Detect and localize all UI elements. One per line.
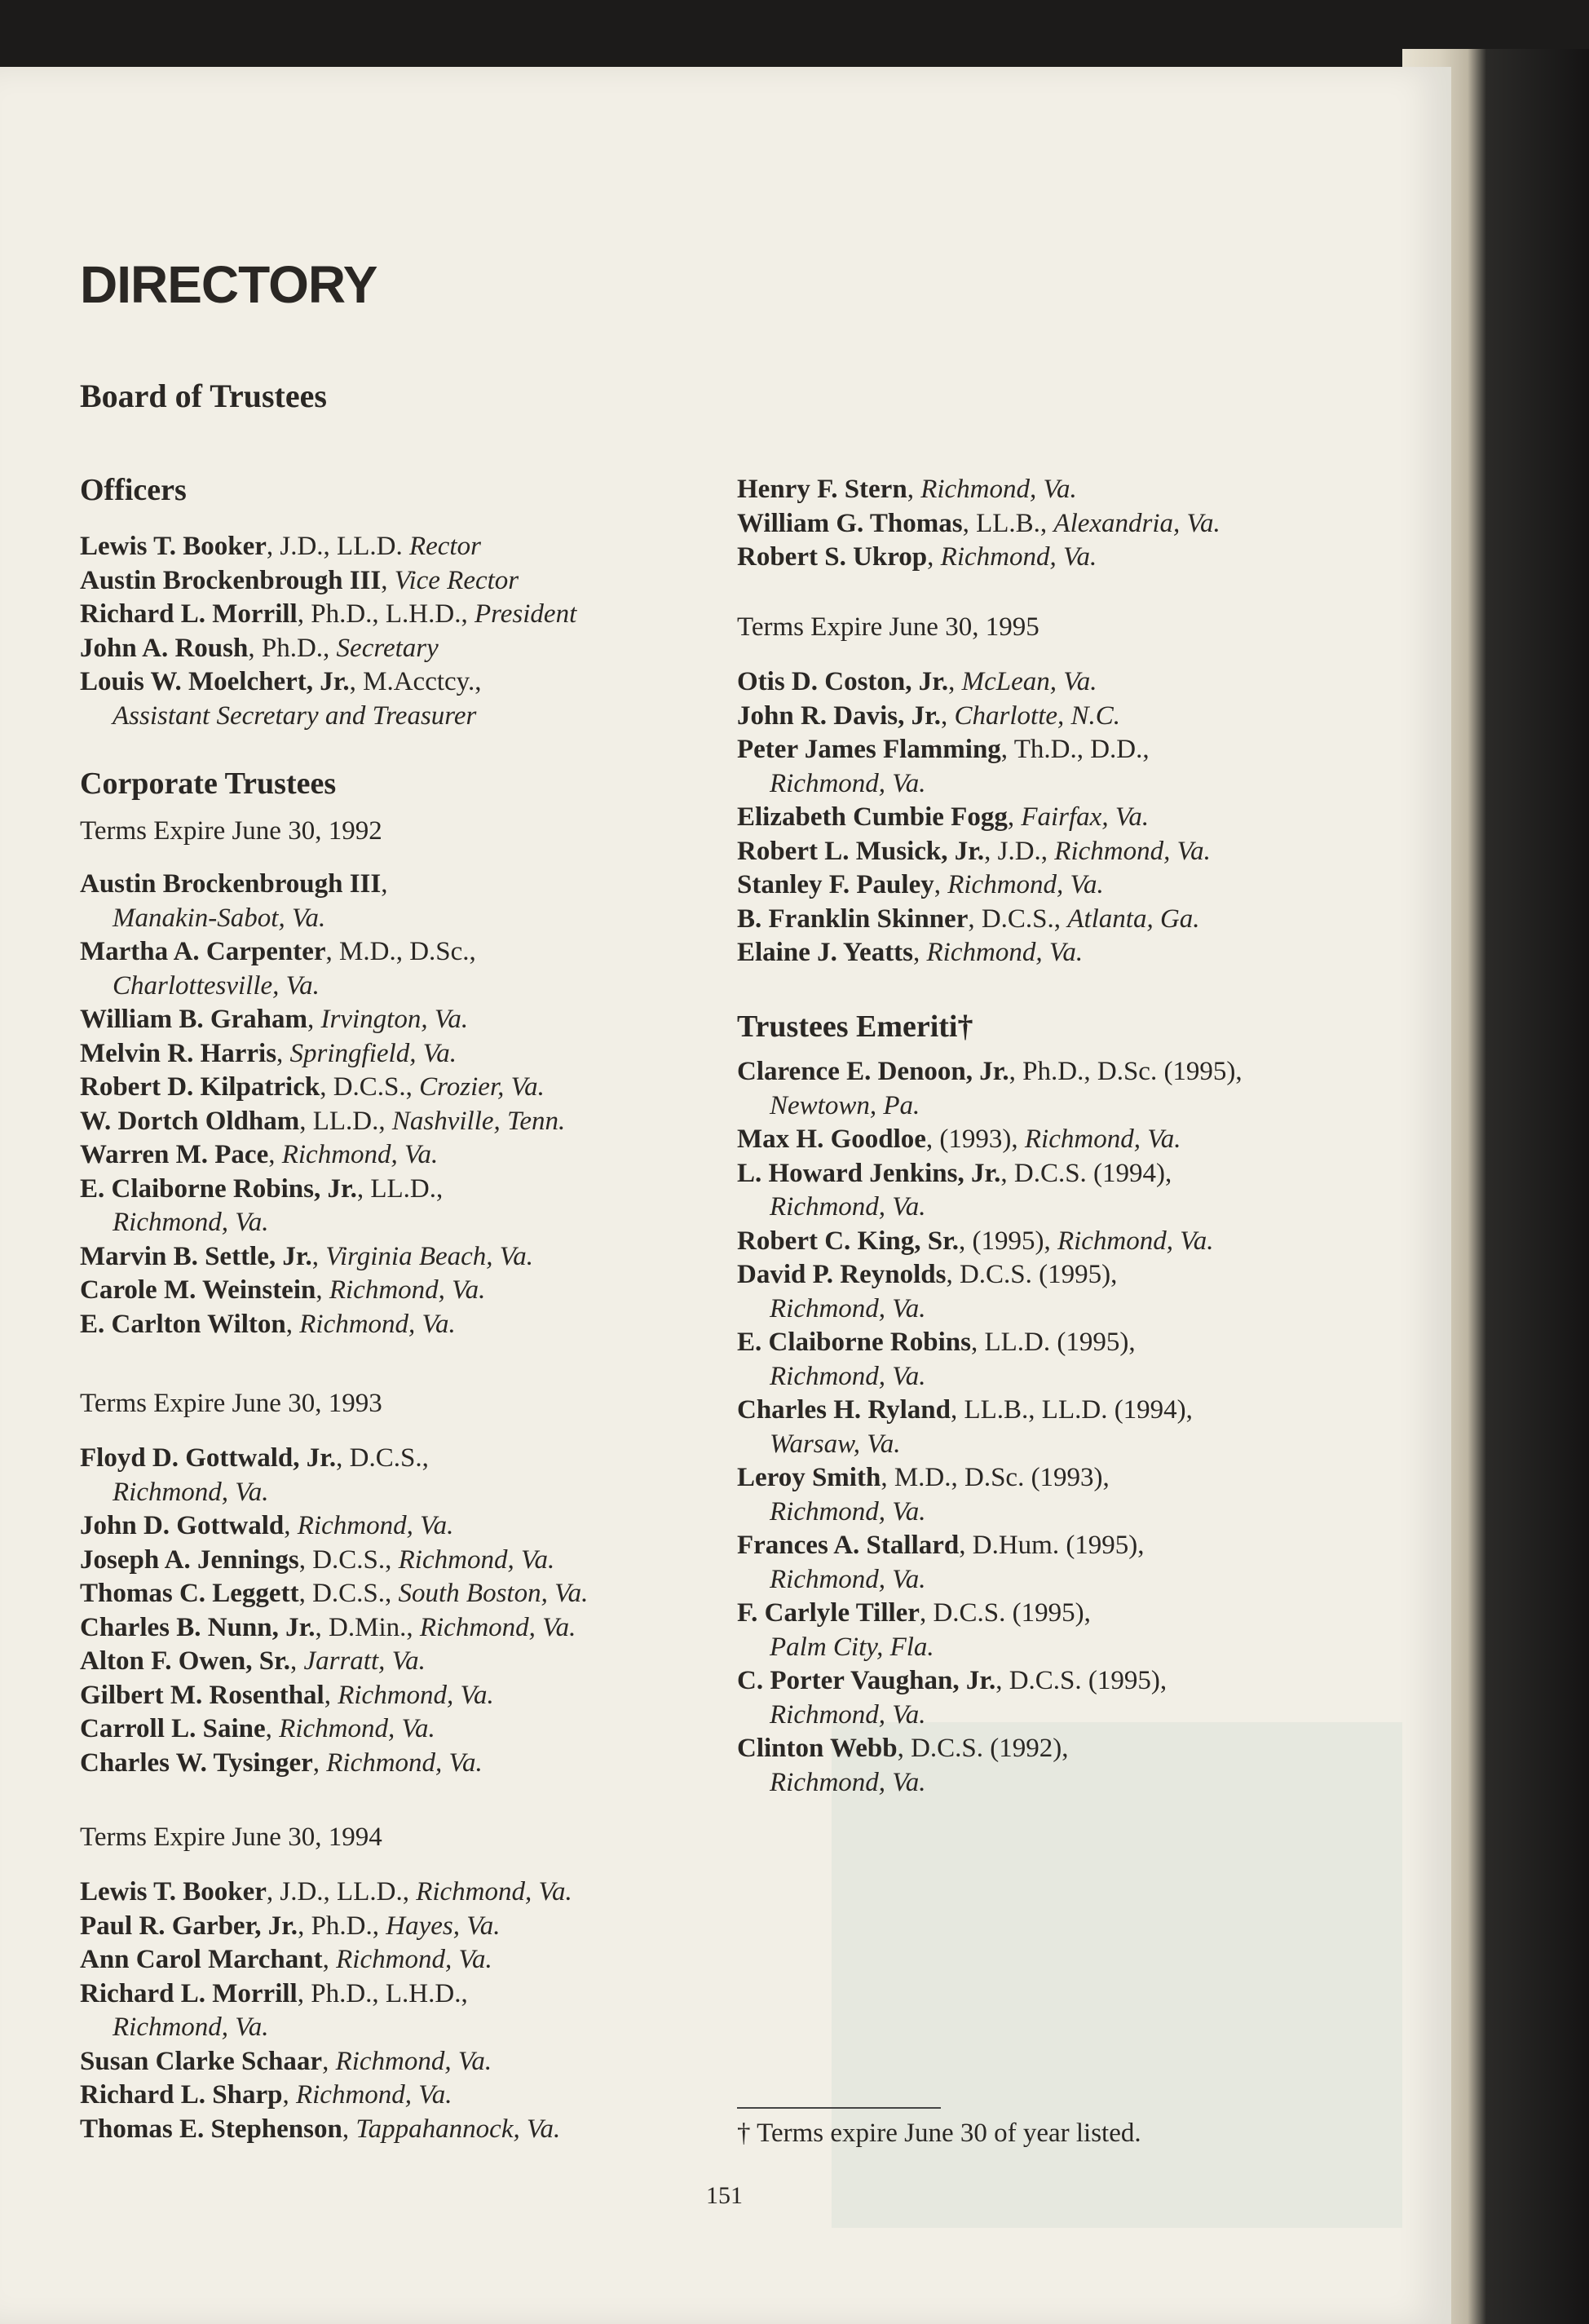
trustee-name: Frances A. Stallard	[737, 1531, 960, 1560]
trustee-entry	[737, 1055, 1406, 1123]
footnote: † Terms expire June 30 of year listed.	[737, 2119, 1141, 2148]
trustee-name: F. Carlyle Tiller	[737, 1598, 920, 1628]
footnote-rule	[737, 2107, 941, 2109]
trustee-entry	[80, 1240, 732, 1275]
trustee-name: Robert L. Musick, Jr.	[737, 836, 985, 866]
trustee-entry	[80, 868, 732, 935]
trustee-credentials: , D.Min.,	[315, 1612, 420, 1642]
trustee-name: Charles B. Nunn, Jr.	[80, 1612, 316, 1642]
trustee-name: Joseph A. Jennings	[80, 1544, 299, 1575]
trustee-credentials: ,	[282, 2080, 296, 2110]
trustee-location: Richmond, Va.	[947, 870, 1104, 899]
trustee-name: Martha A. Carpenter	[80, 937, 326, 966]
trustee-credentials: , D.C.S.,	[298, 1544, 399, 1575]
trustee-name: Austin Brockenbrough III	[80, 869, 382, 899]
term-1994-title: Terms Expire June 30, 1994	[80, 1823, 382, 1852]
trustee-entry	[737, 700, 1406, 734]
emeriti-section	[737, 1008, 1406, 1800]
trustee-location: Richmond, Va.	[926, 938, 1084, 967]
trustee-location: South Boston, Va.	[398, 1579, 589, 1608]
trustee-entry	[80, 1442, 732, 1509]
trustee-name: Elizabeth Cumbie Fogg	[737, 802, 1008, 832]
trustee-entry	[737, 801, 1406, 835]
trustee-credentials: ,	[934, 870, 948, 899]
board-title: Board of Trustees	[80, 378, 327, 414]
trustee-credentials: , D.Hum. (1995),	[959, 1531, 1145, 1560]
trustee-credentials: ,	[312, 1747, 327, 1778]
trustee-entry	[737, 507, 1406, 541]
trustee-name: William G. Thomas	[737, 508, 963, 538]
trustee-location: Richmond, Va.	[281, 1140, 439, 1169]
trustee-entry	[80, 2045, 732, 2079]
trustee-entry	[80, 530, 732, 564]
trustee-entry	[737, 1394, 1406, 1461]
trustee-credentials: , Ph.D., L.H.D.,	[297, 599, 474, 629]
trustee-name: John D. Gottwald	[80, 1511, 285, 1540]
trustee-entry	[737, 1732, 1406, 1800]
trustee-location: Richmond, Va.	[336, 1945, 492, 1974]
trustee-entry	[80, 1544, 732, 1578]
trustee-name: Robert S. Ukrop	[737, 542, 928, 572]
trustee-name: Marvin B. Settle, Jr.	[80, 1241, 312, 1271]
trustee-credentials: , Th.D., D.D.,	[1000, 735, 1150, 764]
trustee-entry	[80, 1105, 732, 1139]
trustee-name: E. Claiborne Robins, Jr.	[80, 1173, 357, 1204]
trustee-entry	[737, 541, 1406, 575]
trustee-credentials: , D.C.S. (1992),	[897, 1734, 1069, 1763]
trustee-credentials: ,	[381, 869, 388, 899]
trustee-entry	[80, 564, 732, 599]
trustee-entry	[737, 1258, 1406, 1326]
trustee-name: Robert D. Kilpatrick	[80, 1072, 320, 1102]
trustee-location: Hayes, Va.	[386, 1911, 501, 1941]
trustee-credentials: ,	[907, 475, 921, 504]
trustee-location: Jarratt, Va.	[303, 1646, 426, 1676]
trustee-entry	[80, 1977, 732, 2045]
trustee-location: Richmond, Va.	[297, 1511, 454, 1540]
trustee-location-continued: Richmond, Va.	[113, 1208, 269, 1237]
trustee-location: Tappahannock, Va.	[355, 2114, 561, 2144]
trustee-name: Stanley F. Pauley	[737, 870, 934, 899]
trustee-name: Clarence E. Denoon, Jr.	[737, 1057, 1009, 1086]
trustee-entry	[737, 1225, 1406, 1259]
trustee-credentials: ,	[307, 1005, 321, 1034]
trustee-location-continued: Richmond, Va.	[770, 768, 926, 798]
trustee-location: Richmond, Va.	[419, 1612, 576, 1642]
trustee-entry	[80, 1138, 732, 1173]
trustee-entry	[737, 1326, 1406, 1394]
trustee-location-continued: Richmond, Va.	[770, 1361, 926, 1391]
trustee-name: L. Howard Jenkins, Jr.	[737, 1158, 1001, 1188]
trustee-location: Richmond, Va.	[335, 2046, 492, 2076]
trustee-location-continued: Charlottesville, Va.	[113, 970, 320, 1001]
term-1993-title: Terms Expire June 30, 1993	[80, 1389, 382, 1418]
trustee-name: Richard L. Morrill	[80, 1978, 298, 2008]
trustee-entry	[80, 1645, 732, 1679]
emeriti-list	[737, 1055, 1406, 1800]
trustee-location: Alexandria, Va.	[1053, 508, 1220, 538]
trustee-name: Alton F. Owen, Sr.	[80, 1646, 290, 1676]
trustee-credentials: , D.C.S.,	[968, 904, 1068, 934]
trustee-name: Carroll L. Saine	[80, 1714, 266, 1743]
trustee-credentials: , D.C.S. (1994),	[1000, 1158, 1172, 1188]
trustee-entry	[80, 1943, 732, 1977]
trustee-location: Richmond, Va.	[1057, 1226, 1214, 1256]
trustee-entry	[80, 1509, 732, 1544]
trustee-credentials: , D.C.S.,	[336, 1443, 429, 1473]
trustee-credentials: ,	[927, 542, 941, 572]
trustee-location-continued: Manakin-Sabot, Va.	[113, 903, 326, 933]
trustee-credentials: ,	[322, 1945, 337, 1974]
trustee-name: Austin Brockenbrough III	[80, 565, 382, 595]
term-1995-title: Terms Expire June 30, 1995	[737, 612, 1039, 642]
trustee-location: Richmond, Va.	[329, 1275, 486, 1305]
trustee-credentials: , D.C.S. (1995),	[946, 1260, 1118, 1289]
trustee-credentials: ,	[284, 1511, 298, 1540]
trustee-credentials: ,	[276, 1038, 290, 1068]
trustee-credentials: , D.C.S. (1995),	[995, 1666, 1167, 1695]
trustee-credentials: , LL.B.,	[962, 508, 1054, 538]
trustee-credentials: ,	[322, 2046, 336, 2076]
trustee-location-continued: Richmond, Va.	[770, 1564, 926, 1594]
trustee-location: Atlanta, Ga.	[1067, 904, 1200, 934]
term-1992-list	[80, 868, 732, 1341]
trustee-location-continued: Richmond, Va.	[770, 1496, 926, 1527]
trustee-credentials: ,	[289, 1646, 304, 1676]
term-1994-continued	[737, 473, 1406, 575]
trustee-entry	[737, 1461, 1406, 1529]
trustee-name: W. Dortch Oldham	[80, 1106, 300, 1136]
trustee-location: Secretary	[336, 633, 439, 663]
trustee-location: Fairfax, Va.	[1021, 802, 1150, 832]
trustee-name: Elaine J. Yeatts	[737, 938, 914, 967]
trustee-name: Carole M. Weinstein	[80, 1275, 316, 1305]
trustee-credentials: ,	[948, 667, 962, 696]
trustee-name: C. Porter Vaughan, Jr.	[737, 1666, 996, 1695]
trustee-location: Richmond, Va.	[299, 1309, 456, 1339]
trustee-location: Richmond, Va.	[398, 1544, 555, 1575]
trustee-credentials: ,	[285, 1309, 300, 1339]
trustee-credentials: ,	[381, 565, 395, 595]
trustee-credentials: , (1995),	[958, 1226, 1057, 1256]
trustee-name: Richard L. Sharp	[80, 2080, 283, 2110]
trustee-entry	[80, 1071, 732, 1105]
trustee-location-continued: Assistant Secretary and Treasurer	[113, 700, 477, 731]
trustee-location: Richmond, Va.	[295, 2080, 452, 2110]
trustee-credentials: ,	[324, 1680, 338, 1710]
trustee-entry	[80, 1577, 732, 1611]
page-number: 151	[706, 2182, 743, 2209]
trustee-location: Crozier, Va.	[419, 1072, 545, 1102]
trustee-entry	[80, 1712, 732, 1747]
trustee-entry	[80, 1747, 732, 1781]
trustee-name: Henry F. Stern	[737, 475, 907, 504]
term-1995-section	[737, 610, 1406, 970]
trustee-credentials: , LL.D. (1995),	[970, 1328, 1136, 1357]
trustee-credentials: , LL.B., LL.D. (1994),	[950, 1395, 1193, 1425]
trustee-location-continued: Newtown, Pa.	[770, 1090, 920, 1120]
trustee-credentials: ,	[941, 700, 955, 731]
trustee-entry	[80, 2079, 732, 2113]
trustee-credentials: ,	[342, 2114, 356, 2144]
term-1994-cont-list	[737, 473, 1406, 575]
trustee-location-continued: Richmond, Va.	[113, 2013, 269, 2042]
trustee-name: E. Claiborne Robins	[737, 1328, 971, 1357]
trustee-credentials: ,	[1007, 802, 1022, 832]
trustee-name: B. Franklin Skinner	[737, 904, 969, 934]
trustee-entry	[80, 632, 732, 666]
trustee-location: Richmond, Va.	[416, 1877, 572, 1906]
trustee-location: Springfield, Va.	[289, 1038, 457, 1068]
trustee-entry	[737, 936, 1406, 970]
trustee-name: Thomas E. Stephenson	[80, 2114, 342, 2144]
term-1993-section	[80, 1386, 732, 1780]
trustee-entry	[737, 1157, 1406, 1225]
trustee-location-continued: Warsaw, Va.	[770, 1429, 901, 1459]
trustee-credentials: ,	[913, 938, 927, 967]
trustee-credentials: ,	[265, 1714, 280, 1743]
term-1994-list	[80, 1876, 732, 2146]
term-1993-list	[80, 1442, 732, 1780]
page-title: DIRECTORY	[80, 255, 377, 314]
trustee-location: President	[474, 599, 577, 629]
trustee-name: Susan Clarke Schaar	[80, 2046, 323, 2076]
emeriti-title: Trustees Emeriti†	[737, 1010, 973, 1044]
trustee-entry	[80, 1037, 732, 1071]
trustee-entry	[80, 1679, 732, 1713]
trustee-entry	[80, 1003, 732, 1037]
trustee-entry	[80, 1173, 732, 1240]
trustee-name: Otis D. Coston, Jr.	[737, 667, 949, 696]
trustee-entry	[80, 1910, 732, 1944]
trustee-name: Clinton Webb	[737, 1734, 898, 1763]
trustee-credentials: , LL.D.,	[356, 1173, 444, 1204]
trustee-location-continued: Palm City, Fla.	[770, 1632, 934, 1662]
trustee-credentials: , J.D.,	[984, 836, 1055, 866]
trustee-entry	[737, 665, 1406, 700]
trustee-credentials: , Ph.D., D.Sc. (1995),	[1009, 1057, 1243, 1086]
trustee-credentials: , D.C.S.,	[320, 1072, 420, 1102]
trustee-name: Leroy Smith	[737, 1463, 881, 1492]
trustee-location: Richmond, Va.	[920, 475, 1077, 504]
trustee-entry	[737, 733, 1406, 801]
trustee-name: Robert C. King, Sr.	[737, 1226, 959, 1256]
trustee-name: John R. Davis, Jr.	[737, 700, 941, 731]
trustee-name: Charles W. Tysinger	[80, 1747, 313, 1778]
trustee-location-continued: Richmond, Va.	[770, 1699, 926, 1730]
trustee-name: Max H. Goodloe	[737, 1124, 926, 1154]
trustee-name: Melvin R. Harris	[80, 1038, 277, 1068]
corporate-section	[80, 765, 732, 1341]
trustee-location: Richmond, Va.	[1024, 1124, 1181, 1154]
trustee-name: E. Carlton Wilton	[80, 1309, 286, 1339]
trustee-entry	[737, 1123, 1406, 1157]
trustee-location: Rector	[408, 532, 481, 561]
trustee-entry	[737, 1529, 1406, 1597]
trustee-credentials: , Ph.D.,	[248, 633, 337, 663]
trustee-entry	[80, 598, 732, 632]
trustee-location: Richmond, Va.	[338, 1680, 494, 1710]
trustee-entry	[80, 665, 732, 733]
trustee-name: Gilbert M. Rosenthal	[80, 1680, 324, 1710]
trustee-location: Richmond, Va.	[1054, 836, 1211, 866]
trustee-name: Lewis T. Booker	[80, 532, 267, 561]
trustee-name: Thomas C. Leggett	[80, 1579, 299, 1608]
trustee-credentials: , J.D., LL.D.	[266, 532, 409, 561]
trustee-name: Louis W. Moelchert, Jr.	[80, 667, 350, 696]
trustee-credentials: , (1993),	[925, 1124, 1025, 1154]
trustee-entry	[737, 1664, 1406, 1732]
trustee-entry	[80, 935, 732, 1003]
trustee-name: David P. Reynolds	[737, 1260, 947, 1289]
trustee-credentials: ,	[268, 1140, 282, 1169]
trustee-location: Virginia Beach, Va.	[325, 1241, 534, 1271]
trustee-credentials: ,	[316, 1275, 329, 1305]
term-1994-section	[80, 1820, 732, 2146]
trustee-location: Nashville, Tenn.	[391, 1106, 566, 1136]
trustee-name: Lewis T. Booker	[80, 1877, 267, 1906]
trustee-name: Charles H. Ryland	[737, 1395, 951, 1425]
trustee-location-continued: Richmond, Va.	[770, 1293, 926, 1323]
trustee-credentials: , D.C.S.,	[298, 1579, 399, 1608]
trustee-location: Richmond, Va.	[326, 1747, 483, 1778]
trustee-location: Richmond, Va.	[940, 542, 1097, 572]
trustee-location: Richmond, Va.	[279, 1714, 435, 1743]
trustee-name: Peter James Flamming	[737, 735, 1001, 764]
trustee-credentials: , M.D., D.Sc.,	[325, 937, 476, 966]
trustee-name: John A. Roush	[80, 633, 249, 663]
term-1992-title: Terms Expire June 30, 1992	[80, 816, 382, 846]
trustee-name: Warren M. Pace	[80, 1140, 269, 1169]
trustee-credentials: , Ph.D., L.H.D.,	[297, 1978, 468, 2008]
trustee-name: Richard L. Morrill	[80, 599, 298, 629]
trustee-location: Charlotte, N.C.	[954, 700, 1121, 731]
trustee-location-continued: Richmond, Va.	[113, 1477, 269, 1507]
trustee-entry	[737, 903, 1406, 937]
officers-list	[80, 530, 732, 733]
trustee-credentials: , M.Acctcy.,	[349, 667, 482, 696]
trustee-credentials: , Ph.D.,	[298, 1911, 386, 1941]
corporate-title: Corporate Trustees	[80, 767, 337, 801]
trustee-entry	[80, 1274, 732, 1308]
trustee-location-continued: Richmond, Va.	[770, 1192, 926, 1222]
trustee-name: William B. Graham	[80, 1005, 307, 1034]
trustee-location: McLean, Va.	[961, 667, 1097, 696]
trustee-credentials: , M.D., D.Sc. (1993),	[881, 1463, 1110, 1492]
officers-section	[80, 471, 732, 733]
trustee-entry	[80, 1876, 732, 1910]
trustee-entry	[80, 1308, 732, 1342]
trustee-location: Vice Rector	[394, 565, 519, 595]
trustee-entry	[737, 473, 1406, 507]
officers-title: Officers	[80, 473, 187, 507]
trustee-name: Paul R. Garber, Jr.	[80, 1911, 298, 1941]
trustee-credentials: , D.C.S. (1995),	[919, 1598, 1091, 1628]
trustee-entry	[737, 835, 1406, 869]
trustee-entry	[737, 868, 1406, 903]
trustee-location-continued: Richmond, Va.	[770, 1767, 926, 1797]
trustee-entry	[80, 1611, 732, 1646]
trustee-credentials: , J.D., LL.D.,	[266, 1877, 417, 1906]
trustee-name: Ann Carol Marchant	[80, 1945, 323, 1974]
term-1995-list	[737, 665, 1406, 970]
trustee-name: Floyd D. Gottwald, Jr.	[80, 1443, 337, 1473]
trustee-entry	[80, 2113, 732, 2147]
trustee-location: Irvington, Va.	[320, 1005, 469, 1034]
trustee-credentials: , LL.D.,	[299, 1106, 392, 1136]
trustee-entry	[737, 1597, 1406, 1664]
trustee-credentials: ,	[311, 1241, 326, 1271]
